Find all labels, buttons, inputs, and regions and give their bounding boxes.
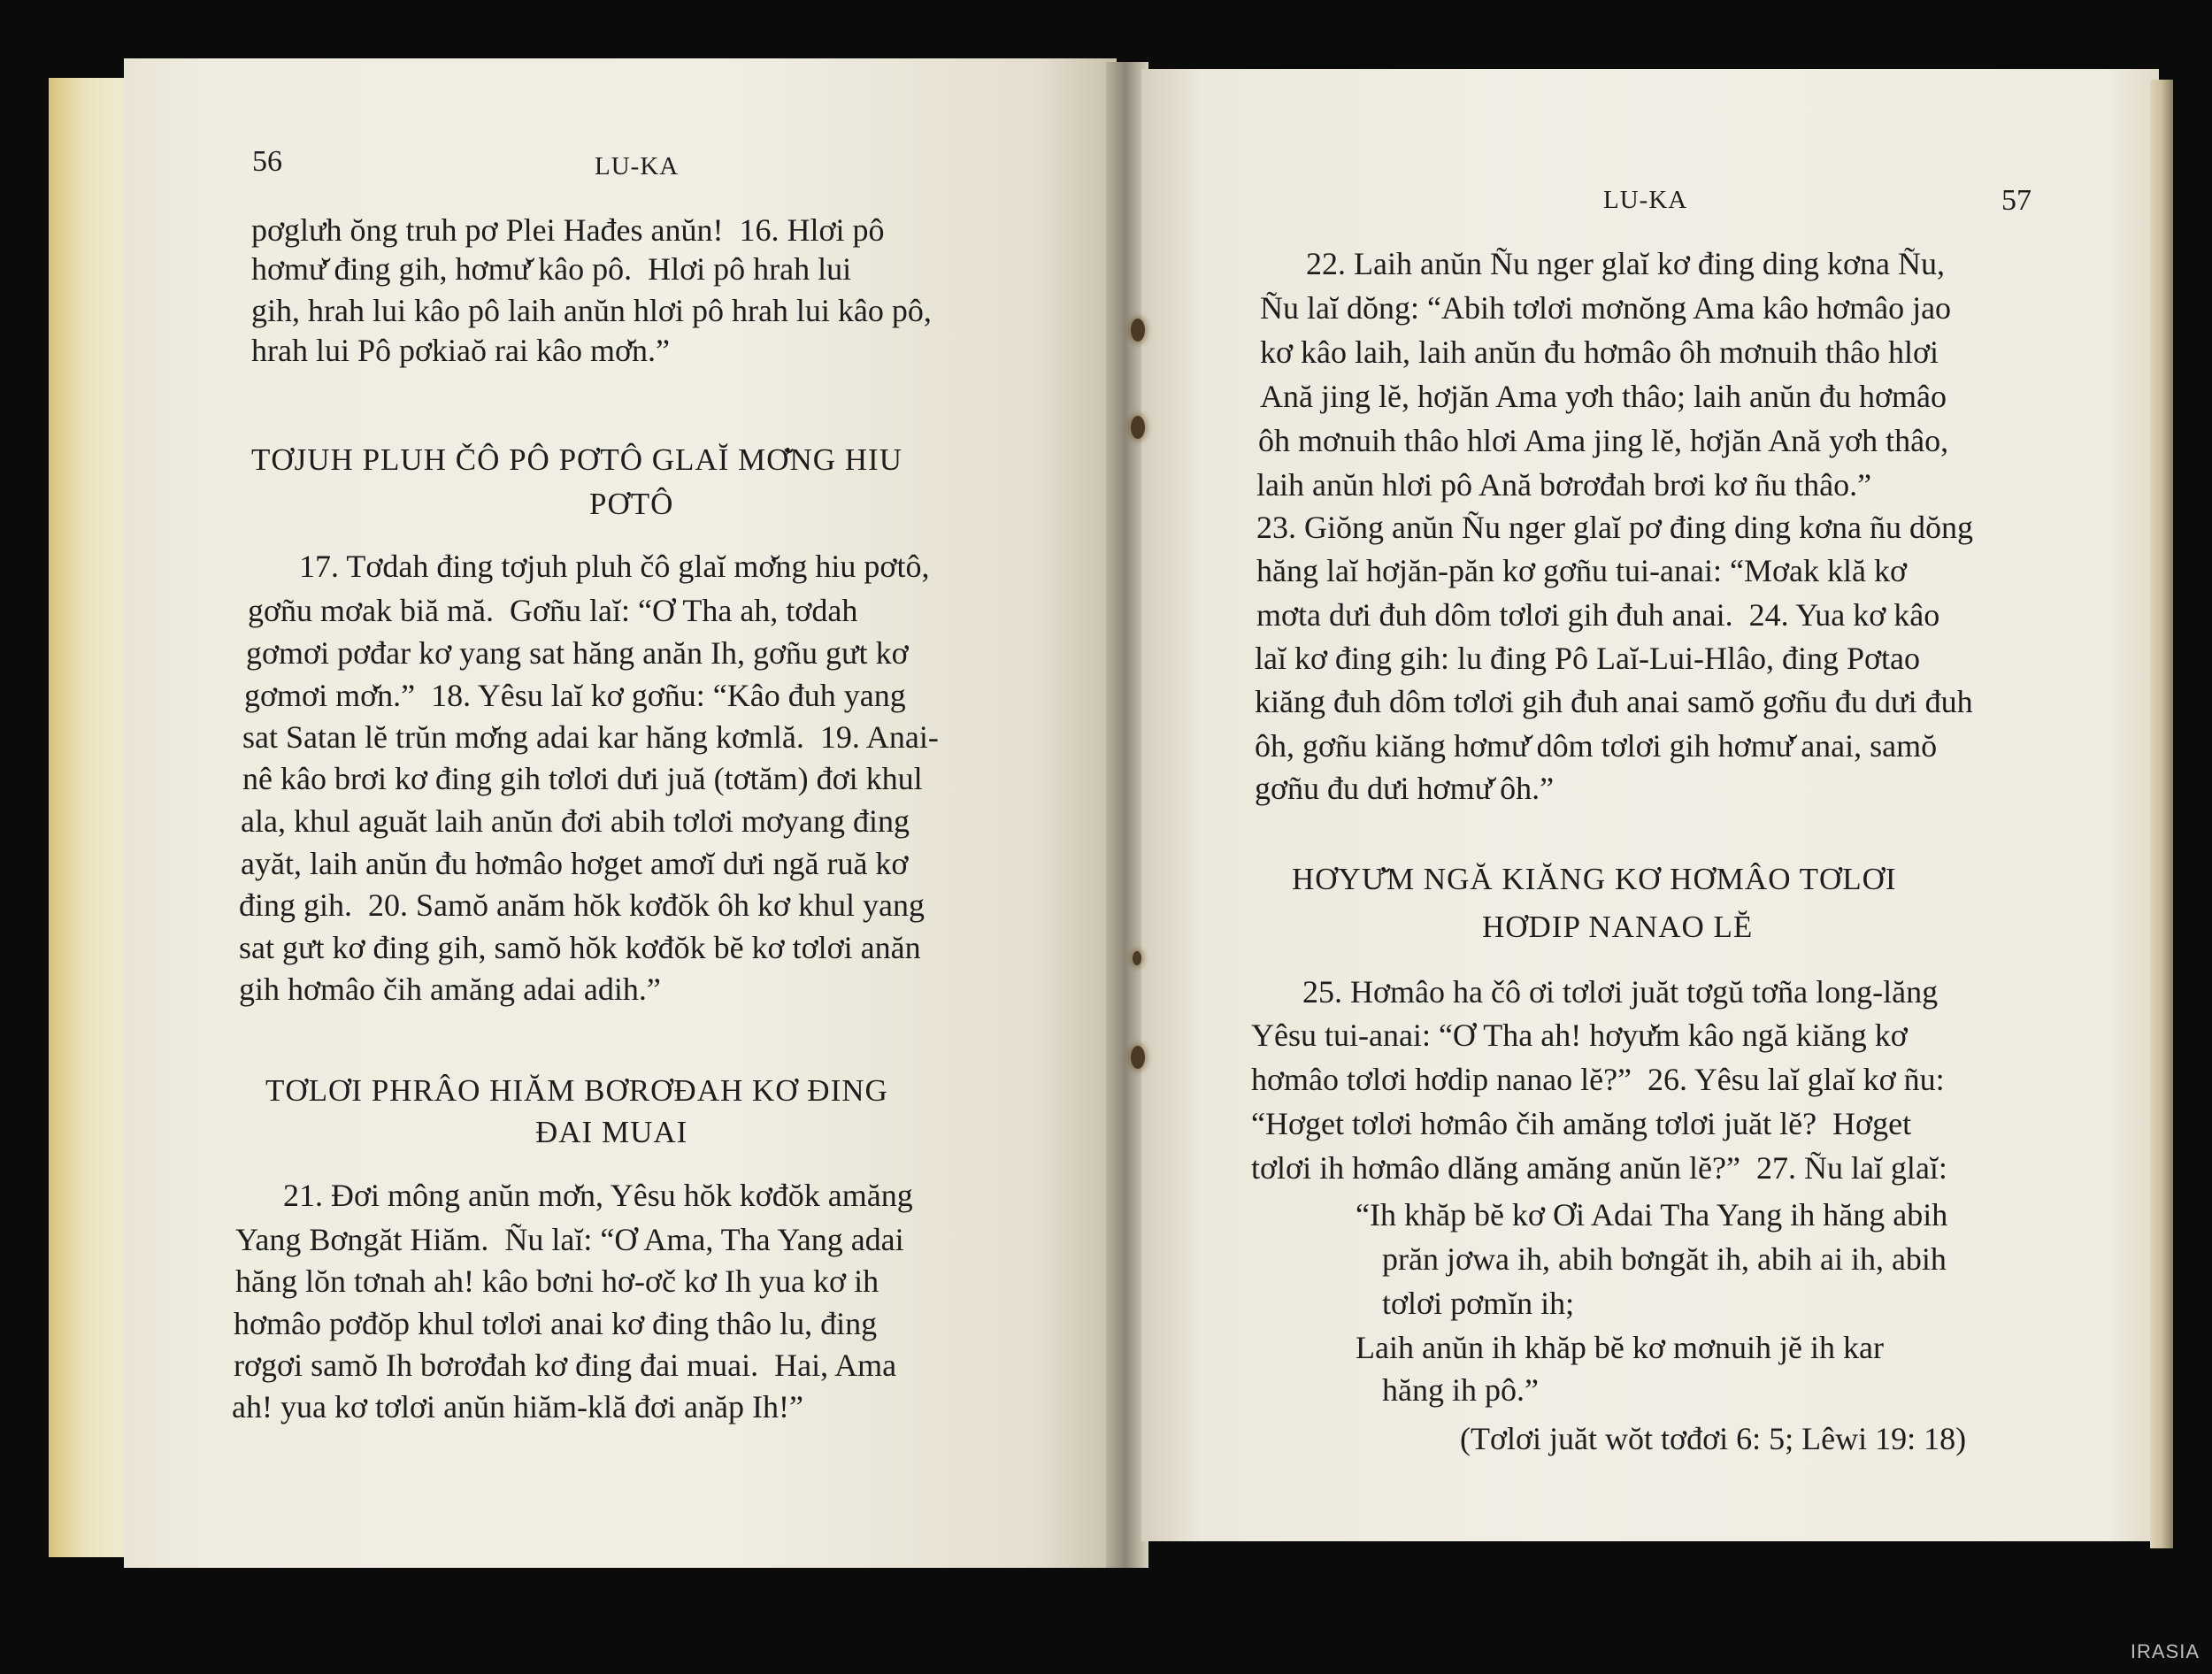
text-line: “Hơget tơlơi hơmâo čih amăng tơlơi juăt lĕ? Hơget xyxy=(1251,1106,1912,1141)
text-line: kơ kâo laih, laih anŭn đu hơmâo ôh mơnuih thâo hlơi xyxy=(1260,334,1939,370)
text-line: Yang Bơngăt Hiăm. Ñu laĭ: “Ơ Ama, Tha Yang adai xyxy=(235,1222,904,1257)
quoted-line: Laih anŭn ih khăp bĕ kơ mơnuih jĕ ih kar xyxy=(1356,1330,1884,1365)
text-line: ah! yua kơ tơlơi anŭn hiăm-klă đơi anăp Ih!” xyxy=(232,1389,803,1424)
running-head: LU-KA xyxy=(595,152,680,180)
quoted-line: “Ih khăp bĕ kơ Ơi Adai Tha Yang ih hăng abih xyxy=(1356,1197,1948,1232)
binding-hole-3 xyxy=(1133,951,1141,965)
text-line: 21. Đơi mông anŭn mơ̆n, Yêsu hŏk kơđŏk amăng xyxy=(283,1178,913,1213)
text-line: gơmơi mơ̆n.” 18. Yêsu laĭ kơ gơñu: “Kâo đuh yang xyxy=(244,678,906,713)
binding-hole-1 xyxy=(1131,319,1145,342)
text-line: 23. Giŏng anŭn Ñu nger glaĭ pơ đing ding kơna ñu dŏng xyxy=(1256,510,1973,545)
binding-hole-2 xyxy=(1131,416,1145,439)
text-line: hơmâo tơlơi hơdip nanao lĕ?” 26. Yêsu laĭ glaĭ kơ ñu: xyxy=(1251,1062,1945,1097)
text-line: gih hơmâo čih amăng adai adih.” xyxy=(239,971,661,1007)
text-line: Ană jing lĕ, hơjăn Ama yơh thâo; laih anŭn đu hơmâo xyxy=(1260,379,1947,414)
text-line: sat Satan lĕ trŭn mơ̆ng adai kar hăng kơmlă. 19. Anai- xyxy=(242,719,939,755)
text-line: Yêsu tui-anai: “Ơ Tha ah! hơyư̆m kâo ngă kiăng kơ xyxy=(1251,1017,1908,1053)
text-line: 22. Laih anŭn Ñu nger glaĭ kơ đing ding kơna Ñu, xyxy=(1306,246,1945,281)
text-line: kiăng đuh dôm tơlơi gih đuh anai samŏ gơñu đu dưi đuh xyxy=(1255,684,1973,719)
section-heading: TƠLƠI PHRÂO HIĂM BƠRƠĐAH KƠ ĐING xyxy=(265,1073,888,1108)
text-line: nê kâo brơi kơ đing gih tơlơi dưi juă (tơtăm) đơi khul xyxy=(242,761,923,796)
text-line: 17. Tơdah đing tơjuh pluh čô glaĭ mơ̆ng hiu pơtô, xyxy=(299,549,930,584)
text-line: tơlơi ih hơmâo dlăng amăng anŭn lĕ?” 27. Ñu laĭ glaĭ: xyxy=(1251,1150,1947,1186)
text-line: hơmâo pơđŏp khul tơlơi anai kơ đing thâo lu, đing xyxy=(234,1306,878,1341)
text-line: gih, hrah lui kâo pô laih anŭn hlơi pô hrah lui kâo pô, xyxy=(251,293,932,328)
page-block-edge-right xyxy=(2150,80,2173,1548)
text-line: laih anŭn hlơi pô Ană bơrơđah brơi kơ ñu thâo.” xyxy=(1256,467,1872,503)
text-line: ala, khul aguăt laih anŭn đơi abih tơlơi mơyang đing xyxy=(241,803,910,839)
citation: (Tơlơi juăt wŏt tơđơi 6: 5; Lêwi 19: 18) xyxy=(1460,1421,1967,1456)
text-line: đing gih. 20. Samŏ anăm hŏk kơđŏk ôh kơ khul yang xyxy=(239,887,926,923)
text-line: ayăt, laih anŭn đu hơmâo hơget amơĭ dưi ngă ruă kơ xyxy=(241,846,909,881)
text-line: gơñu mơak biă mă. Gơñu laĭ: “Ơ Tha ah, tơdah xyxy=(248,593,858,628)
running-head: LU-KA xyxy=(1603,186,1688,214)
text-line: hrah lui Pô pơkiaŏ rai kâo mơ̆n.” xyxy=(251,333,670,368)
quoted-line: hăng ih pô.” xyxy=(1382,1372,1539,1408)
section-heading: PƠTÔ xyxy=(589,487,674,521)
section-heading: HƠYƯ̆M NGĂ KIĂNG KƠ HƠMÂO TƠLƠI xyxy=(1292,862,1897,896)
text-line: rơgơi samŏ Ih bơrơđah kơ đing đai muai. Hai, Ama xyxy=(234,1348,897,1383)
text-line: pơglưh ŏng truh pơ Plei Hađes anŭn! 16. Hlơi pô xyxy=(251,212,885,248)
text-line: hăng lŏn tơnah ah! kâo bơni hơ-ơč kơ Ih yua kơ ih xyxy=(235,1263,879,1299)
text-line: hơmư̆ đing gih, hơmư̆ kâo pô. Hlơi pô hrah lui xyxy=(251,251,852,287)
text-line: gơñu đu dưi hơmư̆ ôh.” xyxy=(1255,771,1555,806)
text-line: gơmơi pơđar kơ yang sat hăng anăn Ih, gơñu gưt kơ xyxy=(246,635,909,671)
page-number: 56 xyxy=(252,145,282,178)
text-line: laĭ kơ đing gih: lu đing Pô Laĭ-Lui-Hlâo, đing Pơtao xyxy=(1255,641,1921,676)
section-heading: HƠDIP NANAO LĔ xyxy=(1482,910,1754,944)
text-line: sat gưt kơ đing gih, samŏ hŏk kơđŏk bĕ kơ tơlơi anăn xyxy=(239,930,921,965)
text-line: hăng laĭ hơjăn-păn kơ gơñu tui-anai: “Mơak klă kơ xyxy=(1256,553,1907,588)
text-line: mơta dưi đuh dôm tơlơi gih đuh anai. 24. Yua kơ kâo xyxy=(1256,597,1940,633)
page-number: 57 xyxy=(2001,184,2032,217)
text-line: Ñu laĭ dŏng: “Abih tơlơi mơnŏng Ama kâo hơmâo jao xyxy=(1260,290,1952,326)
section-heading: TƠJUH PLUH ČÔ PÔ PƠTÔ GLAĬ MƠ̆NG HIU xyxy=(251,442,902,477)
text-line: ôh, gơñu kiăng hơmư̆ dôm tơlơi gih hơmư̆ anai, samŏ xyxy=(1255,728,1938,764)
section-heading: ĐAI MUAI xyxy=(535,1115,688,1149)
binding-hole-4 xyxy=(1131,1046,1145,1069)
quoted-line: tơlơi pơmĭn ih; xyxy=(1382,1286,1575,1321)
text-line: 25. Hơmâo ha čô ơi tơlơi juăt tơgŭ tơña long-lăng xyxy=(1302,974,1939,1010)
text-line: ôh mơnuih thâo hlơi Ama jing lĕ, hơjăn Ană yơh thâo, xyxy=(1258,423,1949,458)
watermark: IRASIA xyxy=(2130,1640,2200,1662)
quoted-line: prăn jơwa ih, abih bơngăt ih, abih ai ih, abih xyxy=(1382,1241,1947,1277)
